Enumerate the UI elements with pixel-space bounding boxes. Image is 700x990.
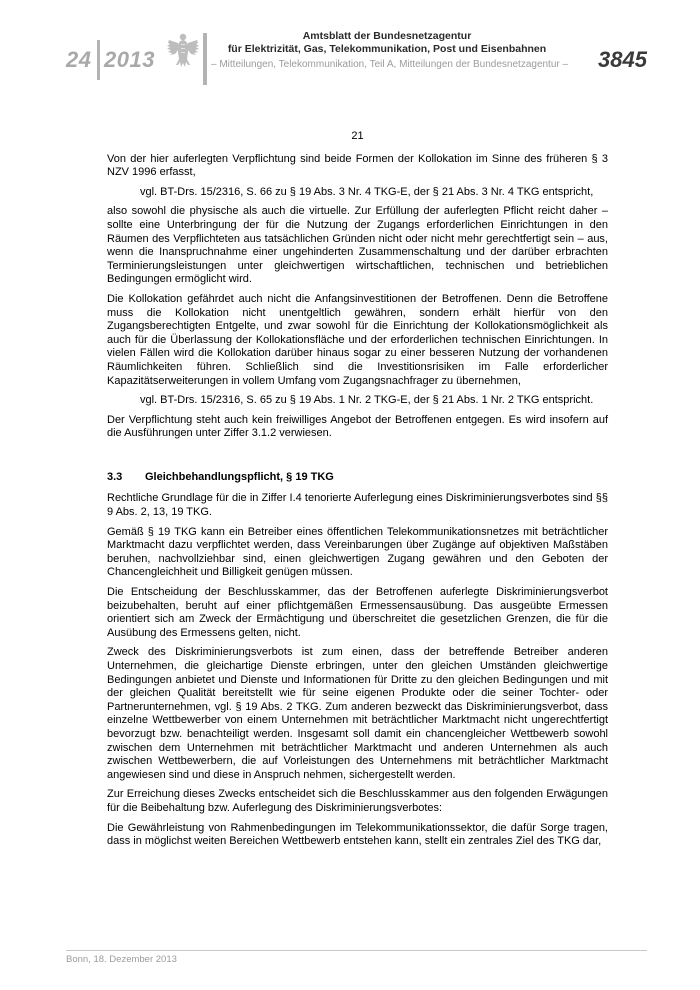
paragraphs-after-section <box>107 492 608 848</box>
gazette-subtitle: für Elektrizität, Gas, Telekommunikation, Post und Eisenbahnen <box>227 43 547 55</box>
gazette-title: Amtsblatt der Bundesnetzagentur <box>302 30 472 42</box>
section-number: 3.3 <box>107 470 123 483</box>
header-divider-thick <box>203 33 207 85</box>
gazette-section: – Mitteilungen, Telekommunikation, Teil A, Mitteilungen der Bundesnetzagentur – <box>211 59 569 70</box>
issue-number: 24 <box>66 47 92 72</box>
footer-divider <box>66 950 647 951</box>
body-paragraph: also sowohl die physische als auch die virtuelle. Zur Erfüllung der auferlegten Pflicht reicht daher – sollte eine Unterbringung der für die Nutzung der Zugangs erforderlichen Einrichtungen in den Räumen des Verpflichteten aus tatsächlichen Gründen nicht oder nicht mehr gerechtfertigt sein – aus, wenn die Inanspruchnahme einer ungehinderten Zusammenschaltung und der darüber erbrachten Terminierungsleistungen unter gleichwertigen wirtschaftlichen, technischen und betrieblichen Bedingungen ermöglicht wird. <box>107 205 608 286</box>
body-paragraph: Die Kollokation gefährdet auch nicht die Anfangsinvestitionen der Betroffenen. Denn die Betroffene muss die Kollokation nicht unentgeltlich gewähren, sondern erhält hierfür von den Zugangsberechtigten Entgelte, und zwar sowohl für die Einrichtung der Kollokationsmöglichkeit als auch für die Überlassung der Kollokationsfläche und der erforderlichen technischen Einrichtungen. In vielen Fällen wird die Kollokation darüber hinaus sogar zu einer besseren Nutzung der vorhandenen Räumlichkeiten führen. Schließlich sind die Investitionsrisiken im Falle erforderlicher Kapazitätserweiterungen in vollem Umfang vom Zugangsnachfrager zu übernehmen, <box>107 292 608 387</box>
body-paragraph: Die Gewährleistung von Rahmenbedingungen im Telekommunikationssektor, die dafür Sorge tragen, dass in möglichst weiten Bereichen Wettbewerb entstehen kann, stellt ein zentrales Ziel des TKG dar, <box>107 821 608 848</box>
issue-year: 2013 <box>104 47 155 72</box>
body-paragraph: Gemäß § 19 TKG kann ein Betreiber eines öffentlichen Telekommunikationsnetzes mit beträchtlicher Marktmacht dazu verpflichtet werden, dass Vereinbarungen über Zugänge auf objektiven Maßstäben beruhen, nachvollziehbar sind, einen gleichwertigen Zugang gewähren und den Geboten der Chancengleichheit und Billigkeit genügen müssen. <box>107 525 608 579</box>
body-paragraph: Rechtliche Grundlage für die in Ziffer I.4 tenorierte Auferlegung eines Diskriminierungsverbotes sind §§ 9 Abs. 2, 13, 19 TKG. <box>107 492 608 519</box>
body-paragraph: Zur Erreichung dieses Zwecks entscheidet sich die Beschlusskammer aus den folgenden Erwägungen für die Beibehaltung bzw. Auferlegung des Diskriminierungsverbotes: <box>107 788 608 814</box>
section-heading <box>107 471 608 485</box>
paragraphs-before-section <box>107 153 608 441</box>
citation-paragraph: vgl. BT-Drs. 15/2316, S. 66 zu § 19 Abs. 3 Nr. 4 TKG-E, der § 21 Abs. 3 Nr. 4 TKG entspricht, <box>140 185 594 198</box>
body-paragraph: Der Verpflichtung steht auch kein freiwilliges Angebot der Betroffenen entgegen. Es wird insofern auf die Ausführungen unter Ziffer 3.1.2 verwiesen. <box>107 413 608 440</box>
body-paragraph: Die Entscheidung der Beschlusskammer, das der Betroffenen auferlegte Diskriminierungsverbot beizubehalten, beruht auf einer pflichtgemäßen Ermessensausübung. Das ausgeübte Ermessen orientiert sich am Zweck der Ermächtigung und überschreitet die gesetzlichen Grenzen, die für die Ausübung des Ermessens gelten, nicht. <box>107 586 608 639</box>
document-body <box>107 130 608 855</box>
footer-date: Bonn, 18. Dezember 2013 <box>66 954 177 965</box>
body-paragraph: Von der hier auferlegten Verpflichtung sind beide Formen der Kollokation im Sinne des früheren § 3 NZV 1996 erfasst, <box>107 152 608 179</box>
body-paragraph: Zweck des Diskriminierungsverbots ist zum einen, dass der betreffende Betreiber anderen Unternehmen, die gleichartige Dienste erbringen, unter den gleichen Umständen gleichwertige Bedingungen anbietet und Dienste und Informationen für Dritte zu den gleichen Bedingungen und mit der gleichen Qualität bereitstellt wie für seine eigenen Produkte oder die seiner Tochter- oder Partnerunternehmen, vgl. § 19 Abs. 2 TKG. Zum anderen bezweckt das Diskriminierungsverbot, dass einzelne Wettbewerber von einem Unternehmen mit beträchtlicher Marktmacht nicht ungerechtfertigt bevorzugt bzw. benachteiligt werden. Insgesamt soll damit ein chancengleicher Wettbewerb sowohl zwischen dem Unternehmen mit beträchtlicher Marktmacht und anderen Unternehmen als auch zwischen Wettbewerbern, die auf Vorleistungen des Unternehmens mit beträchtlicher Marktmacht angewiesen sind und diese in Anspruch nehmen, sichergestellt werden. <box>107 646 608 781</box>
federal-eagle-icon <box>166 32 200 70</box>
document-page-number: 21 <box>351 130 364 142</box>
section-title: Gleichbehandlungspflicht, § 19 TKG <box>145 470 334 483</box>
header-divider <box>97 40 100 80</box>
citation-paragraph: vgl. BT-Drs. 15/2316, S. 65 zu § 19 Abs. 1 Nr. 2 TKG-E, der § 21 Abs. 1 Nr. 2 TKG entspricht. <box>140 394 594 407</box>
gazette-page-number: 3845 <box>598 47 647 72</box>
